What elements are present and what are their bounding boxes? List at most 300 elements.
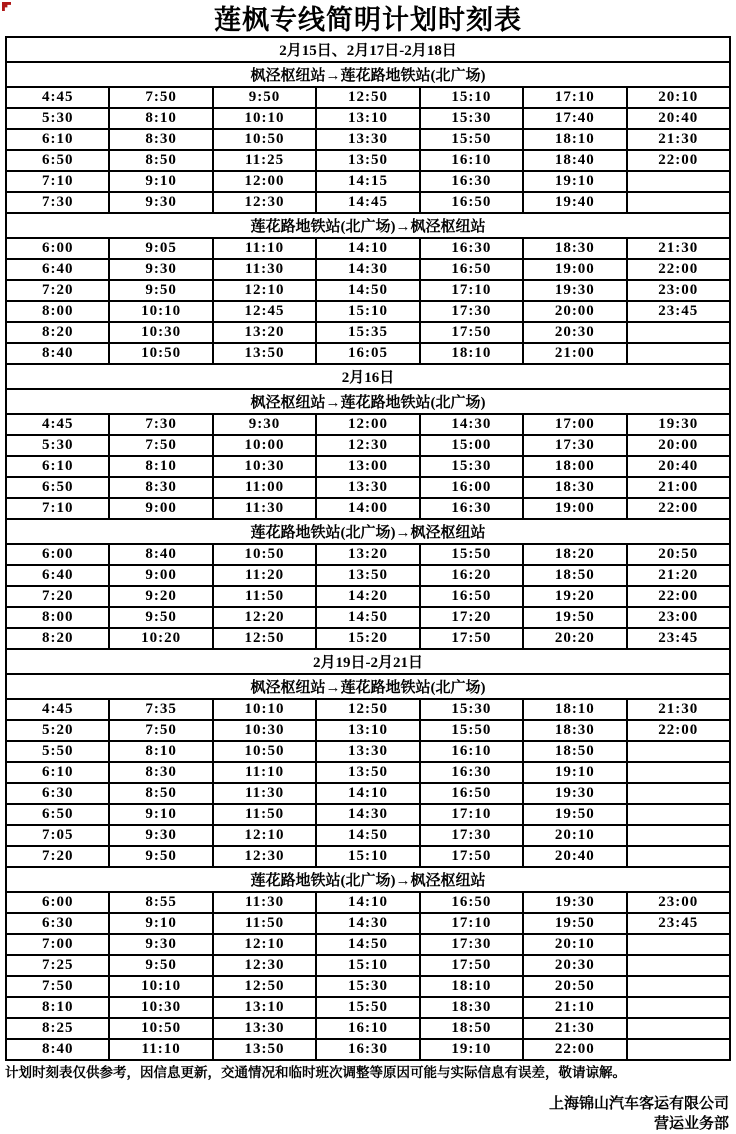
time-cell: 15:30 [316, 976, 419, 997]
time-cell [627, 934, 730, 955]
time-cell: 9:10 [109, 171, 212, 192]
time-cell [627, 171, 730, 192]
time-cell: 17:10 [420, 913, 523, 934]
direction-header [6, 62, 730, 87]
timetable-row [6, 259, 730, 280]
timetable-row [6, 129, 730, 150]
time-cell: 16:50 [420, 192, 523, 213]
time-cell: 17:40 [523, 108, 626, 129]
time-cell: 10:10 [109, 301, 212, 322]
time-cell: 8:10 [109, 741, 212, 762]
time-cell: 11:30 [213, 783, 316, 804]
time-cell: 18:20 [523, 544, 626, 565]
timetable-row [6, 565, 730, 586]
time-cell: 8:00 [6, 301, 109, 322]
timetable-row [6, 150, 730, 171]
time-cell: 13:50 [316, 762, 419, 783]
time-cell: 17:30 [420, 825, 523, 846]
time-cell: 8:30 [109, 762, 212, 783]
time-cell: 11:20 [213, 565, 316, 586]
time-cell: 6:30 [6, 913, 109, 934]
time-cell: 13:10 [316, 108, 419, 129]
time-cell: 9:50 [213, 87, 316, 108]
time-cell: 18:10 [420, 976, 523, 997]
time-cell: 8:40 [109, 544, 212, 565]
time-cell: 19:00 [523, 498, 626, 519]
section-date-header [6, 649, 730, 674]
time-cell: 12:30 [316, 435, 419, 456]
timetable-row [6, 498, 730, 519]
time-cell: 19:50 [523, 607, 626, 628]
time-cell: 23:00 [627, 892, 730, 913]
time-cell: 8:20 [6, 322, 109, 343]
time-cell: 15:10 [316, 301, 419, 322]
time-cell: 17:00 [523, 414, 626, 435]
time-cell: 7:50 [109, 435, 212, 456]
time-cell: 9:20 [109, 586, 212, 607]
time-cell: 16:30 [420, 238, 523, 259]
time-cell: 13:10 [213, 997, 316, 1018]
time-cell: 18:40 [523, 150, 626, 171]
time-cell: 11:00 [213, 477, 316, 498]
time-cell: 9:30 [109, 259, 212, 280]
time-cell: 18:50 [420, 1018, 523, 1039]
time-cell: 18:10 [523, 129, 626, 150]
time-cell: 11:50 [213, 804, 316, 825]
timetable-row [6, 804, 730, 825]
time-cell: 17:10 [420, 804, 523, 825]
time-cell: 20:40 [523, 846, 626, 867]
time-cell: 14:30 [420, 414, 523, 435]
time-cell: 14:20 [316, 586, 419, 607]
time-cell: 15:50 [316, 997, 419, 1018]
timetable-row [6, 108, 730, 129]
time-cell: 16:10 [420, 150, 523, 171]
timetable-row [6, 846, 730, 867]
timetable-row [6, 1039, 730, 1060]
time-cell: 22:00 [523, 1039, 626, 1060]
time-cell: 5:30 [6, 108, 109, 129]
time-cell: 18:00 [523, 456, 626, 477]
time-cell: 13:30 [316, 129, 419, 150]
time-cell: 16:50 [420, 586, 523, 607]
time-cell: 5:50 [6, 741, 109, 762]
time-cell: 15:50 [420, 720, 523, 741]
time-cell: 18:50 [523, 741, 626, 762]
time-cell: 7:30 [109, 414, 212, 435]
time-cell: 12:50 [213, 628, 316, 649]
time-cell: 20:50 [523, 976, 626, 997]
time-cell: 16:10 [420, 741, 523, 762]
time-cell: 19:00 [523, 259, 626, 280]
time-cell: 9:50 [109, 607, 212, 628]
time-cell: 7:35 [109, 699, 212, 720]
timetable-row [6, 825, 730, 846]
time-cell: 6:50 [6, 150, 109, 171]
section-date-label: 2月16日 [6, 364, 730, 389]
time-cell [627, 1018, 730, 1039]
time-cell: 17:20 [420, 607, 523, 628]
disclaimer-note: 计划时刻表仅供参考，因信息更新，交通情况和临时班次调整等原因可能与实际信息有误差，敬请谅解。 [5, 1065, 626, 1080]
time-cell: 4:45 [6, 414, 109, 435]
time-cell: 9:00 [109, 565, 212, 586]
time-cell: 20:40 [627, 456, 730, 477]
time-cell: 10:50 [213, 129, 316, 150]
time-cell: 13:50 [316, 150, 419, 171]
time-cell: 12:30 [213, 846, 316, 867]
time-cell: 10:00 [213, 435, 316, 456]
time-cell: 8:00 [6, 607, 109, 628]
time-cell: 17:50 [420, 846, 523, 867]
time-cell: 9:30 [109, 934, 212, 955]
time-cell: 11:30 [213, 892, 316, 913]
time-cell: 10:50 [109, 1018, 212, 1039]
time-cell: 8:20 [6, 628, 109, 649]
time-cell: 15:50 [420, 544, 523, 565]
time-cell: 12:30 [213, 192, 316, 213]
time-cell: 23:45 [627, 628, 730, 649]
time-cell: 14:00 [316, 498, 419, 519]
time-cell: 8:30 [109, 129, 212, 150]
time-cell: 15:10 [420, 87, 523, 108]
time-cell: 14:45 [316, 192, 419, 213]
time-cell: 22:00 [627, 150, 730, 171]
page-title: 莲枫专线简明计划时刻表 [214, 5, 522, 35]
direction-header [6, 867, 730, 892]
time-cell: 9:10 [109, 913, 212, 934]
time-cell: 7:30 [6, 192, 109, 213]
timetable-row [6, 934, 730, 955]
timetable-row [6, 435, 730, 456]
timetable-row [6, 414, 730, 435]
time-cell: 20:10 [523, 825, 626, 846]
timetable-row [6, 456, 730, 477]
direction-label: 枫泾枢纽站→莲花路地铁站(北广场) [6, 389, 730, 414]
time-cell [627, 192, 730, 213]
time-cell: 6:40 [6, 565, 109, 586]
time-cell: 18:30 [523, 238, 626, 259]
time-cell: 7:00 [6, 934, 109, 955]
time-cell: 4:45 [6, 87, 109, 108]
time-cell: 19:40 [523, 192, 626, 213]
time-cell: 9:30 [213, 414, 316, 435]
time-cell [627, 741, 730, 762]
timetable-row [6, 741, 730, 762]
time-cell: 13:10 [316, 720, 419, 741]
time-cell: 10:30 [109, 322, 212, 343]
time-cell: 9:00 [109, 498, 212, 519]
timetable-row [6, 280, 730, 301]
bus-timetable [5, 36, 731, 1061]
time-cell: 12:45 [213, 301, 316, 322]
time-cell: 13:50 [213, 343, 316, 364]
time-cell: 10:30 [109, 997, 212, 1018]
time-cell: 10:50 [213, 741, 316, 762]
time-cell: 8:30 [109, 477, 212, 498]
time-cell: 16:50 [420, 259, 523, 280]
time-cell [627, 1039, 730, 1060]
time-cell: 21:00 [627, 477, 730, 498]
time-cell: 17:50 [420, 322, 523, 343]
time-cell: 18:30 [523, 720, 626, 741]
time-cell: 9:30 [109, 825, 212, 846]
time-cell: 14:15 [316, 171, 419, 192]
timetable-row [6, 913, 730, 934]
time-cell: 21:30 [523, 1018, 626, 1039]
time-cell: 20:00 [627, 435, 730, 456]
time-cell: 13:30 [213, 1018, 316, 1039]
time-cell: 14:30 [316, 804, 419, 825]
time-cell [627, 976, 730, 997]
time-cell: 8:10 [109, 456, 212, 477]
time-cell: 11:10 [213, 762, 316, 783]
time-cell [627, 825, 730, 846]
time-cell [627, 343, 730, 364]
time-cell: 20:40 [627, 108, 730, 129]
timetable-row [6, 699, 730, 720]
time-cell: 14:30 [316, 259, 419, 280]
timetable-row [6, 192, 730, 213]
time-cell: 16:00 [420, 477, 523, 498]
time-cell: 13:30 [316, 741, 419, 762]
time-cell: 11:50 [213, 586, 316, 607]
time-cell: 16:30 [420, 762, 523, 783]
time-cell: 19:30 [523, 280, 626, 301]
section-date-label: 2月15日、2月17日-2月18日 [6, 37, 730, 62]
time-cell: 8:40 [6, 343, 109, 364]
time-cell: 19:30 [523, 892, 626, 913]
time-cell: 21:00 [523, 343, 626, 364]
direction-label: 枫泾枢纽站→莲花路地铁站(北广场) [6, 674, 730, 699]
time-cell: 6:00 [6, 544, 109, 565]
time-cell: 7:05 [6, 825, 109, 846]
timetable-row [6, 720, 730, 741]
time-cell: 12:20 [213, 607, 316, 628]
time-cell: 9:50 [109, 846, 212, 867]
time-cell: 7:50 [109, 87, 212, 108]
time-cell: 14:50 [316, 607, 419, 628]
time-cell: 19:50 [523, 804, 626, 825]
time-cell: 11:30 [213, 498, 316, 519]
time-cell [627, 955, 730, 976]
time-cell: 21:10 [523, 997, 626, 1018]
time-cell: 12:50 [316, 87, 419, 108]
time-cell: 11:30 [213, 259, 316, 280]
time-cell: 13:30 [316, 477, 419, 498]
time-cell: 17:30 [523, 435, 626, 456]
time-cell: 8:25 [6, 1018, 109, 1039]
time-cell: 23:45 [627, 301, 730, 322]
time-cell: 7:20 [6, 280, 109, 301]
time-cell: 7:50 [6, 976, 109, 997]
time-cell: 8:50 [109, 783, 212, 804]
timetable-row [6, 586, 730, 607]
time-cell: 19:10 [420, 1039, 523, 1060]
time-cell: 6:00 [6, 892, 109, 913]
time-cell: 7:50 [109, 720, 212, 741]
time-cell: 22:00 [627, 259, 730, 280]
time-cell: 23:00 [627, 280, 730, 301]
time-cell: 14:50 [316, 825, 419, 846]
direction-header [6, 674, 730, 699]
section-date-label: 2月19日-2月21日 [6, 649, 730, 674]
time-cell: 14:10 [316, 783, 419, 804]
time-cell: 16:30 [420, 498, 523, 519]
section-date-header [6, 364, 730, 389]
time-cell: 16:30 [316, 1039, 419, 1060]
time-cell: 15:35 [316, 322, 419, 343]
timetable-row [6, 892, 730, 913]
department-name: 营运业务部 [653, 1116, 729, 1132]
timetable-row [6, 997, 730, 1018]
section-date-header [6, 37, 730, 62]
time-cell: 6:30 [6, 783, 109, 804]
time-cell [627, 846, 730, 867]
company-name: 上海锦山汽车客运有限公司 [548, 1096, 729, 1112]
direction-header [6, 213, 730, 238]
time-cell [627, 804, 730, 825]
timetable-row [6, 1018, 730, 1039]
timetable-row [6, 301, 730, 322]
time-cell: 4:45 [6, 699, 109, 720]
time-cell: 10:30 [213, 456, 316, 477]
timetable-row [6, 322, 730, 343]
time-cell: 17:50 [420, 628, 523, 649]
time-cell: 15:30 [420, 108, 523, 129]
time-cell: 16:30 [420, 171, 523, 192]
signature-block [5, 1094, 731, 1134]
time-cell: 9:05 [109, 238, 212, 259]
time-cell: 10:50 [213, 544, 316, 565]
time-cell: 20:10 [627, 87, 730, 108]
time-cell: 16:05 [316, 343, 419, 364]
time-cell: 9:10 [109, 804, 212, 825]
time-cell: 20:00 [523, 301, 626, 322]
time-cell: 20:30 [523, 955, 626, 976]
time-cell: 17:10 [523, 87, 626, 108]
time-cell: 18:10 [420, 343, 523, 364]
direction-header [6, 519, 730, 544]
time-cell: 6:10 [6, 456, 109, 477]
time-cell [627, 783, 730, 804]
time-cell: 19:10 [523, 762, 626, 783]
timetable-row [6, 238, 730, 259]
time-cell: 10:10 [213, 699, 316, 720]
timetable-row [6, 628, 730, 649]
time-cell: 8:10 [6, 997, 109, 1018]
time-cell: 5:30 [6, 435, 109, 456]
time-cell: 11:25 [213, 150, 316, 171]
time-cell: 9:50 [109, 955, 212, 976]
time-cell: 23:00 [627, 607, 730, 628]
time-cell: 15:00 [420, 435, 523, 456]
time-cell: 19:30 [627, 414, 730, 435]
time-cell: 20:10 [523, 934, 626, 955]
time-cell: 13:20 [316, 544, 419, 565]
time-cell: 12:50 [213, 976, 316, 997]
time-cell: 16:50 [420, 892, 523, 913]
time-cell: 7:20 [6, 586, 109, 607]
time-cell: 15:10 [316, 846, 419, 867]
time-cell: 9:50 [109, 280, 212, 301]
time-cell: 21:30 [627, 699, 730, 720]
time-cell: 20:50 [627, 544, 730, 565]
time-cell: 21:30 [627, 129, 730, 150]
direction-label: 枫泾枢纽站→莲花路地铁站(北广场) [6, 62, 730, 87]
time-cell: 11:50 [213, 913, 316, 934]
time-cell: 14:30 [316, 913, 419, 934]
time-cell: 12:30 [213, 955, 316, 976]
time-cell: 10:50 [109, 343, 212, 364]
time-cell: 7:20 [6, 846, 109, 867]
time-cell: 6:40 [6, 259, 109, 280]
time-cell: 14:50 [316, 280, 419, 301]
time-cell: 11:10 [109, 1039, 212, 1060]
time-cell: 13:50 [316, 565, 419, 586]
time-cell: 15:50 [420, 129, 523, 150]
time-cell: 8:40 [6, 1039, 109, 1060]
time-cell: 10:20 [109, 628, 212, 649]
direction-label: 莲花路地铁站(北广场)→枫泾枢纽站 [6, 867, 730, 892]
time-cell: 16:50 [420, 783, 523, 804]
time-cell: 12:00 [213, 171, 316, 192]
time-cell: 22:00 [627, 720, 730, 741]
timetable-row [6, 762, 730, 783]
time-cell: 10:30 [213, 720, 316, 741]
time-cell: 19:20 [523, 586, 626, 607]
time-cell: 9:30 [109, 192, 212, 213]
time-cell [627, 322, 730, 343]
time-cell: 8:50 [109, 150, 212, 171]
timetable-row [6, 544, 730, 565]
time-cell: 8:10 [109, 108, 212, 129]
time-cell: 13:20 [213, 322, 316, 343]
time-cell: 12:50 [316, 699, 419, 720]
time-cell: 6:10 [6, 762, 109, 783]
time-cell [627, 997, 730, 1018]
time-cell: 20:30 [523, 322, 626, 343]
time-cell: 12:10 [213, 825, 316, 846]
time-cell: 18:50 [523, 565, 626, 586]
time-cell: 13:00 [316, 456, 419, 477]
time-cell: 14:50 [316, 934, 419, 955]
time-cell: 20:20 [523, 628, 626, 649]
time-cell: 22:00 [627, 586, 730, 607]
time-cell: 5:20 [6, 720, 109, 741]
timetable-row [6, 477, 730, 498]
time-cell: 15:30 [420, 456, 523, 477]
time-cell: 18:10 [523, 699, 626, 720]
time-cell [627, 762, 730, 783]
time-cell: 6:50 [6, 477, 109, 498]
time-cell: 12:10 [213, 280, 316, 301]
time-cell: 19:10 [523, 171, 626, 192]
time-cell: 12:00 [316, 414, 419, 435]
timetable-row [6, 783, 730, 804]
timetable-row [6, 87, 730, 108]
time-cell: 6:00 [6, 238, 109, 259]
time-cell: 6:50 [6, 804, 109, 825]
time-cell: 19:50 [523, 913, 626, 934]
time-cell: 18:30 [420, 997, 523, 1018]
time-cell: 19:30 [523, 783, 626, 804]
direction-header [6, 389, 730, 414]
time-cell: 22:00 [627, 498, 730, 519]
time-cell: 17:10 [420, 280, 523, 301]
time-cell: 16:10 [316, 1018, 419, 1039]
timetable-row [6, 607, 730, 628]
time-cell: 15:20 [316, 628, 419, 649]
